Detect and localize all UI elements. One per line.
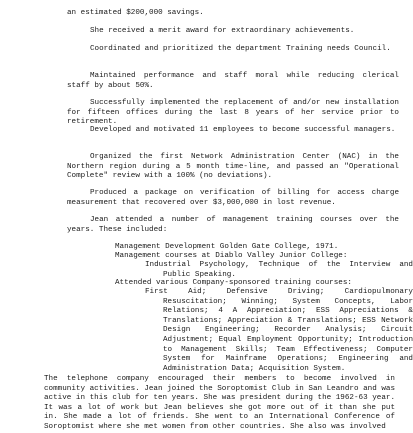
course-company-sponsored: Attended various Company-sponsored training courses:	[115, 279, 352, 287]
paragraph-training-council: Coordinated and prioritized the department Training needs Council.	[90, 45, 391, 53]
paragraph-savings: an estimated $200,000 savings.	[67, 9, 204, 17]
paragraph-merit-award: She received a merit award for extraordinary achievements.	[90, 27, 355, 35]
paragraph-installation: Successfully implemented the replacement of and/or new installation for fifteen offices during the last 8 years of her service prior to retirement.	[67, 99, 399, 127]
paragraph-billing: Produced a package on verification of billing for access charge measurement that recovered over $3,000,000 in lost revenue.	[67, 189, 399, 207]
paragraph-community: The telephone company encouraged their members to become involved in community activities. Jean joined the Soroptomist Club in San Leandro and was active in this club for ten years. She was president during the 1962-63 year. It was a lot of work but Jean believes she got more out of it than she put in. She made a lot of friends. She went to an International Conference of Soroptomist where she met women from other countries. She also was involved	[44, 375, 395, 431]
course-psychology: Industrial Psychology, Technique of the Interview and Public Speaking.	[145, 261, 413, 279]
paragraph-training-courses: Jean attended a number of management training courses over the years. These included:	[67, 216, 399, 234]
course-list: First Aid; Defensive Driving; Cardiopulmonary Resuscitation; Winning; System Concepts, Labor Relations; 4 A Appreciation; ESS Appreciations & Translations; Appreciation & Translations; ESS Network Design Engineering; Recorder Analysis; Circuit Adjustment; Equal Employment Opportunity; Introduction to Management Skills; Team Effectiveness; Computer System for Mainframe Operations; Engineering and Administration Data; Acquisition System.	[145, 288, 413, 373]
paragraph-staff-moral: Maintained performance and staff moral while reducing clerical staff by about 50%.	[67, 72, 399, 90]
course-diablo-valley: Management courses at Diablo Valley Junior College:	[115, 252, 348, 260]
paragraph-employees: Developed and motivated 11 employees to become successful managers.	[90, 126, 396, 134]
course-golden-gate: Management Development Golden Gate College, 1971.	[115, 243, 339, 251]
paragraph-nac: Organized the first Network Administration Center (NAC) in the Northern region during a 5 month time-line, and passed an "Operational Complete" review with a 100% (no deviations).	[67, 153, 399, 181]
